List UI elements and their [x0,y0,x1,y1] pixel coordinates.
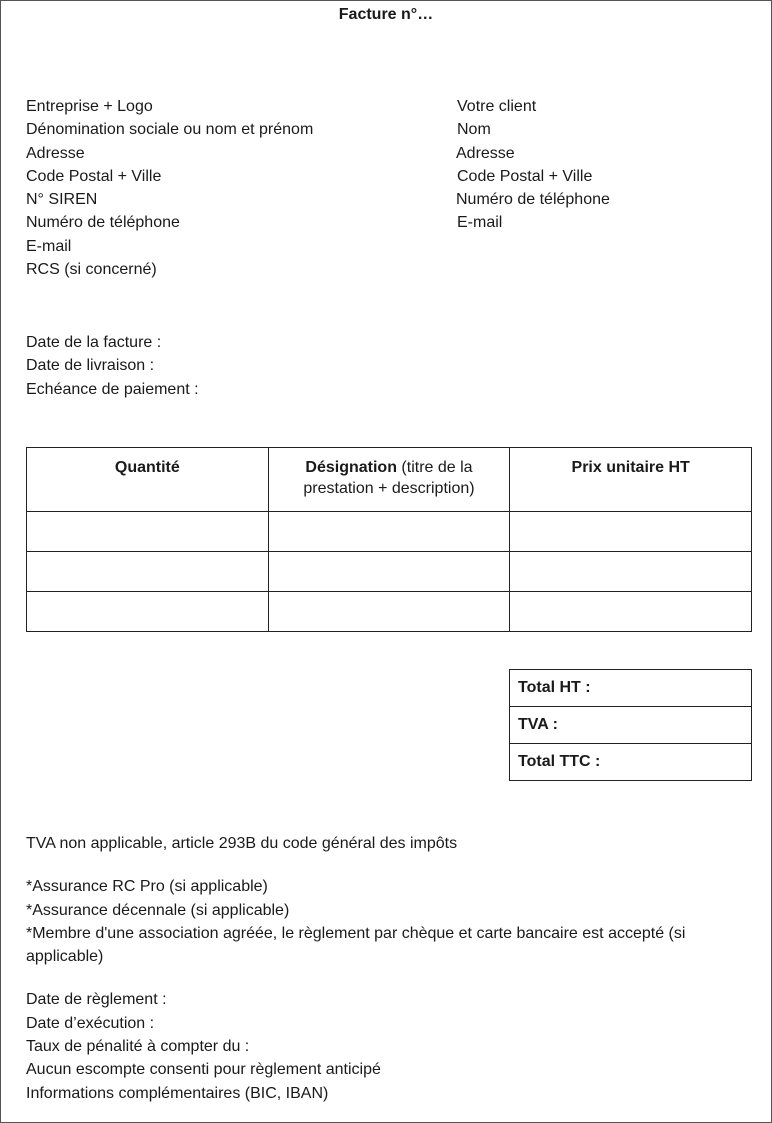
seller-info [26,95,313,281]
unit-price-cell [510,592,752,632]
seller-postal-city: Code Postal + Ville [26,167,162,185]
totals-table [509,669,752,781]
unit-price-cell [510,552,752,592]
invoice-title: Facture n°… [338,6,434,23]
quantity-cell [27,552,269,592]
quantity-cell [27,592,269,632]
additional-info-label: Informations complémentaires (BIC, IBAN) [26,1084,329,1102]
table-row [27,552,752,592]
seller-address: Adresse [26,144,85,162]
items-table [26,447,752,632]
items-header-row [27,448,752,512]
no-discount-note: Aucun escompte consenti pour règlement anticipé [26,1061,381,1079]
total-ttc-row [510,744,752,781]
col-designation-header [268,448,510,512]
unit-price-cell [510,512,752,552]
tva-notice: TVA non applicable, article 293B du code général des impôts [26,835,458,852]
seller-rcs: RCS (si concerné) [26,261,157,279]
association-note: *Membre d'une association agréée, le règlement par chèque et carte bancaire est accepté (si applicable) [26,924,686,966]
total-ht-row [510,670,752,707]
invoice-dates [26,331,199,401]
client-heading: Votre client [457,98,537,115]
client-phone: Numéro de téléphone [456,191,610,209]
seller-legal-name: Dénomination sociale ou nom et prénom [26,121,314,139]
spacer [26,968,751,988]
designation-bold: Désignation [305,459,397,476]
due-date-label: Echéance de paiement : [26,380,199,398]
seller-siren: N° SIREN [26,191,98,209]
designation-note: (titre de la prestation + description) [303,459,475,497]
designation-cell [268,592,510,632]
table-row [27,592,752,632]
invoice-date-label: Date de la facture : [26,334,162,351]
client-postal-city: Code Postal + Ville [457,167,593,185]
seller-phone: Numéro de téléphone [26,214,180,232]
payment-date-label: Date de règlement : [26,991,167,1009]
client-info [456,95,610,235]
quantity-cell [27,512,269,552]
legal-notes [26,832,751,1105]
spacer [26,855,751,875]
insurance-decennale-note: *Assurance décennale (si applicable) [26,901,290,919]
seller-email: E-mail [26,237,72,255]
tva-label: TVA : [510,707,752,744]
total-ttc-label: Total TTC : [510,744,752,781]
insurance-rc-note: *Assurance RC Pro (si applicable) [26,878,268,896]
client-email: E-mail [457,214,503,232]
penalty-rate-label: Taux de pénalité à compter du : [26,1038,250,1056]
delivery-date-label: Date de livraison : [26,357,155,375]
client-address: Adresse [456,144,515,162]
col-unit-price-header: Prix unitaire HT [510,448,752,512]
table-row [27,512,752,552]
col-quantity-header: Quantité [27,448,269,512]
seller-company-logo: Entreprise + Logo [26,98,153,115]
client-name: Nom [457,121,491,139]
execution-date-label: Date d’exécution : [26,1014,155,1032]
total-ht-label: Total HT : [510,670,752,707]
designation-cell [268,512,510,552]
tva-row [510,707,752,744]
designation-cell [268,552,510,592]
